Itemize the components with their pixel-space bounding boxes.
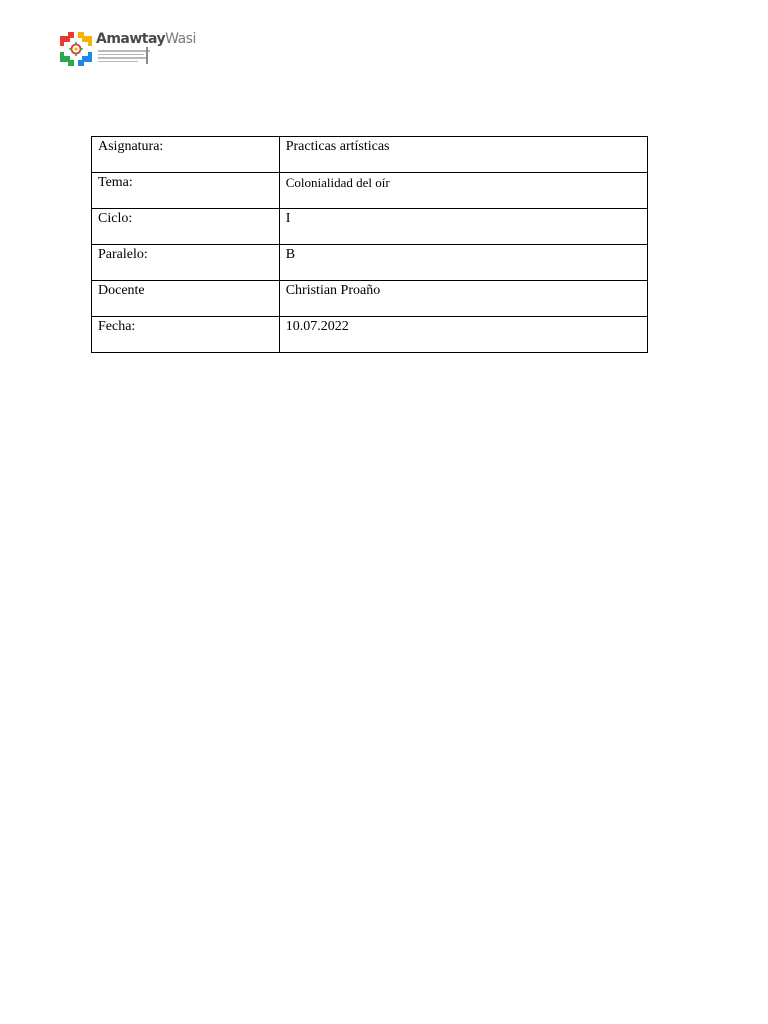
row-label: Paralelo: (92, 245, 280, 281)
row-label: Ciclo: (92, 209, 280, 245)
table-row-docente (92, 281, 648, 317)
amawtay-wasi-logo (58, 30, 196, 70)
logo-wordmark (96, 31, 196, 47)
logo-word-wasi: Wasi (165, 31, 196, 47)
table-row-tema (92, 173, 648, 209)
row-label: Docente (92, 281, 280, 317)
table-row-paralelo (92, 245, 648, 281)
logo-word-amawtay: Amawtay (96, 31, 166, 47)
row-value: Practicas artísticas (279, 137, 647, 173)
logo-subtitle-lines (98, 50, 150, 64)
logo-divider (146, 47, 148, 64)
row-value: 10.07.2022 (279, 317, 647, 353)
row-label: Asignatura: (92, 137, 280, 173)
table-row-asignatura (92, 137, 648, 173)
row-label: Fecha: (92, 317, 280, 353)
row-value: Colonialidad del oír (279, 173, 647, 209)
row-value: Christian Proaño (279, 281, 647, 317)
row-label: Tema: (92, 173, 280, 209)
chakana-logo-icon (58, 30, 94, 68)
course-info-table (91, 136, 648, 353)
row-value: B (279, 245, 647, 281)
row-value: I (279, 209, 647, 245)
table-row-fecha (92, 317, 648, 353)
table-row-ciclo (92, 209, 648, 245)
